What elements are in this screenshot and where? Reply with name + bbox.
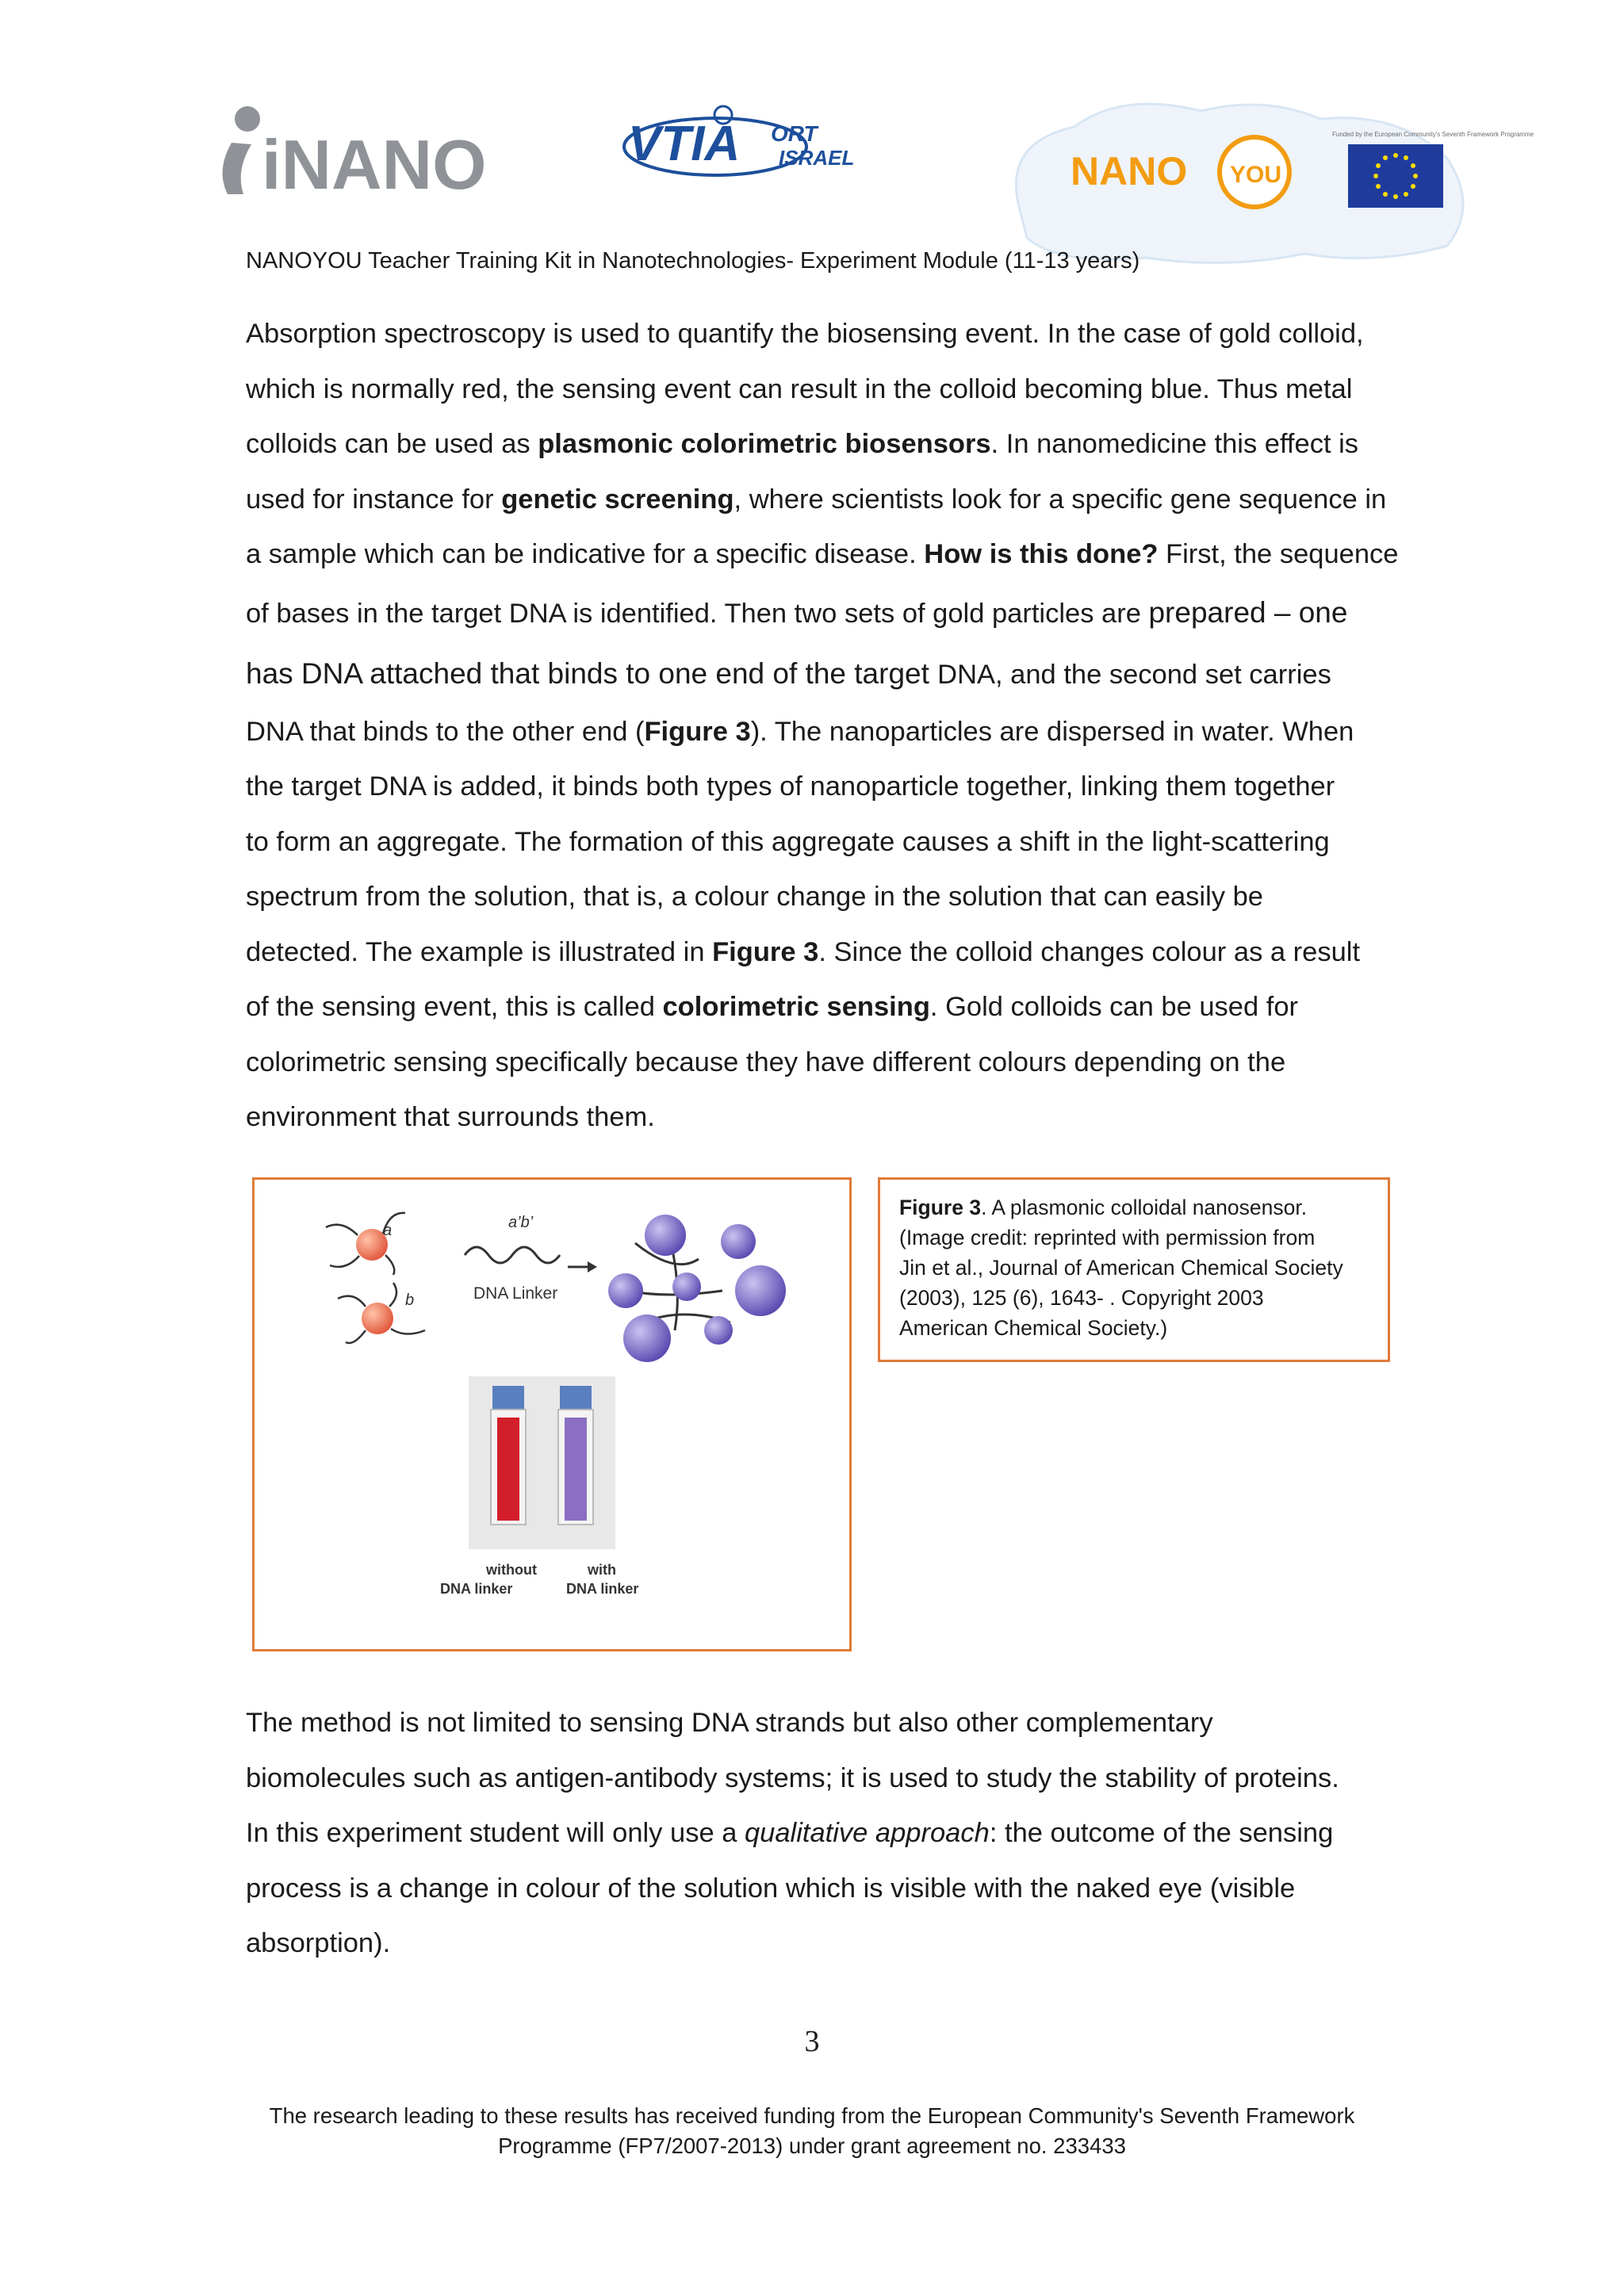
figure-ref: Figure 3 [644,716,751,747]
text-line: DNA that binds to the other end (Figure 3). The nanoparticles are dispersed in water. When [246,716,1354,747]
figure-3-caption [878,1177,1390,1362]
page-number: 3 [804,2025,820,2058]
label-a: a [383,1222,393,1239]
funding-footer [0,2101,1624,2161]
text-line: of bases in the target DNA is identified. Then two sets of gold particles are prepared – one [246,595,1348,629]
bold-term: colorimetric sensing [662,992,930,1022]
caption-figure-label: Figure 3 [899,1196,982,1219]
caption-line: (Image credit: reprinted with permission from [899,1226,1316,1249]
inano-logo [208,95,487,206]
text-line: biomolecules such as antigen-antibody systems; it is used to study the stability of proteins. [246,1762,1339,1793]
caption-line: Jin et al., Journal of American Chemical Society [899,1256,1343,1280]
text-line: environment that surrounds them. [246,1102,655,1132]
text-line: process is a change in colour of the solution which is visible with the naked eye (visible [246,1873,1296,1904]
text-line: In this experiment student will only use a qualitative approach: the outcome of the sensing [246,1818,1334,1848]
text-line: The method is not limited to sensing DNA strands but also other complementary [246,1708,1213,1738]
linker-label: DNA Linker [473,1284,558,1303]
text-line: Absorption spectroscopy is used to quantify the biosensing event. In the case of gold colloid, [246,319,1364,349]
with-dna-label: DNA linker [566,1581,639,1597]
linker-seq-label: a’b’ [508,1214,534,1231]
nanosensor-illustration [255,1180,849,1649]
paragraph-1 [246,307,1399,1146]
paragraph-2 [246,1696,1388,1972]
text-line: detected. The example is illustrated in Figure 3. Since the colloid changes colour as a result [246,936,1361,967]
footer-line: The research leading to these results has received funding from the European Community's Seventh Framework [269,2103,1355,2128]
without-dna-label: DNA linker [440,1581,513,1597]
nanoyou-logo [1003,95,1534,270]
footer-line: Programme (FP7/2007-2013) under grant agreement no. 233433 [498,2133,1126,2158]
ort-label: ORT [771,121,818,146]
ort-israel-logo [620,103,874,182]
text-line: colorimetric sensing specifically because they have different colours depending on the [246,1047,1286,1077]
cuvettes-photo [469,1376,615,1549]
dna-linker-arrow [465,1214,597,1303]
ort-wordmark: VTIA [628,117,741,171]
text-line: the target DNA is added, it binds both types of nanoparticle together, linking them together [246,771,1335,802]
caption-line: American Chemical Society.) [899,1316,1168,1340]
inano-wordmark: iNANO [262,125,487,204]
text-line: a sample which can be indicative for a specific disease. How is this done? First, the sequence [246,539,1399,569]
text-line: to form an aggregate. The formation of this aggregate causes a shift in the light-scattering [246,826,1330,857]
nanoyou-wordmark: NANO [1071,149,1188,193]
text-line: used for instance for genetic screening, where scientists look for a specific gene sequence in [246,484,1387,515]
israel-label: ISRAEL [779,146,855,170]
gold-particle-b [338,1283,425,1343]
blue-cuvette [565,1418,587,1521]
text-line: absorption). [246,1928,391,1958]
bold-term: genetic screening [501,484,734,515]
text-line: colloids can be used as plasmonic colorimetric biosensors. In nanomedicine this effect is [246,429,1359,459]
text-line: of the sensing event, this is called colorimetric sensing. Gold colloids can be used for [246,992,1299,1022]
text-line: which is normally red, the sensing event can result in the colloid becoming blue. Thus metal [246,373,1353,404]
caption-line: Figure 3. A plasmonic colloidal nanosensor. [899,1196,1308,1219]
text-line: spectrum from the solution, that is, a colour change in the solution that can easily be [246,882,1263,912]
bold-term: plasmonic colorimetric biosensors [538,429,991,459]
you-mark: YOU [1230,162,1282,188]
blue-aggregate [608,1215,786,1362]
eu-funded-text: Funded by the European Community's Seventh Framework Programme [1332,131,1534,138]
figure-3-image [252,1177,852,1651]
italic-term: qualitative approach [745,1818,990,1848]
without-label: without [486,1562,537,1578]
text-line: has DNA attached that binds to one end of the target DNA, and the second set carries [246,656,1331,690]
figure-ref: Figure 3 [712,936,819,967]
red-cuvette [497,1418,519,1521]
with-label: with [588,1562,616,1578]
bold-term: How is this done? [924,539,1159,569]
running-header: NANOYOU Teacher Training Kit in Nanotechnologies- Experiment Module (11-13 years) [246,248,1140,274]
caption-line: (2003), 125 (6), 1643- . Copyright 2003 [899,1286,1264,1310]
gold-particle-a [326,1213,405,1275]
label-b: b [405,1292,415,1309]
